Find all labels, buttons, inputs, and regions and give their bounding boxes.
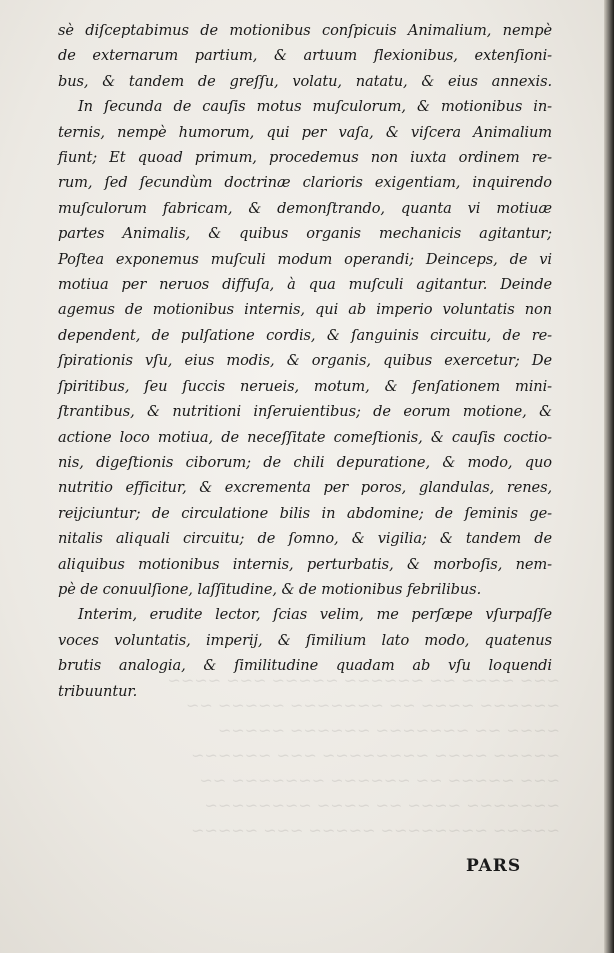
text-line: ſtrantibus, & nutritioni inſeruientibus; de eorum motione, & bbox=[58, 403, 552, 421]
text-line: motiua per neruos diffuſa, à qua muſculi agitantur. Deinde bbox=[58, 276, 552, 294]
text-line: voces voluntatis, imperij, & ſimilium lato modo, quatenus bbox=[58, 631, 552, 649]
text-line: sè diſceptabimus de motionibus conſpicuis Animalium, nempè bbox=[58, 22, 552, 39]
text-line: Poſtea exponemus muſculi modum operandi; Deinceps, de vi bbox=[58, 250, 552, 268]
text-line: dependent, de pulſatione cordis, & ſanguinis circuitu, de re- bbox=[58, 326, 552, 344]
text-line: pè de conuulſione, laſſitudine, & de motionibus febrilibus. bbox=[58, 580, 482, 598]
text-line: ſpiritibus, ſeu ſuccis nerueis, motum, & ſenſationem mini- bbox=[58, 377, 552, 395]
paragraph-start-line: Interim, erudite lector, ſcias velim, me perſæpe vſurpaſſe bbox=[78, 606, 552, 624]
page-edge-shadow bbox=[604, 0, 614, 953]
text-line: brutis analogia, & ſimilitudine quadam ab vſu loquendi bbox=[58, 657, 552, 675]
text-line: reijciuntur; de circulatione bilis in abdomine; de ſeminis ge- bbox=[58, 504, 552, 522]
text-line: muſculorum fabricam, & demonſtrando, quanta vi motiuæ bbox=[58, 199, 552, 217]
text-line: nitalis aliquali circuitu; de ſomno, & vigilia; & tandem de bbox=[58, 530, 552, 548]
text-line: actione loco motiua, de neceſſitate comeſtionis, & cauſis coctio- bbox=[58, 428, 552, 446]
paragraph-start-line: In ſecunda de cauſis motus muſculorum, & motionibus in- bbox=[78, 98, 552, 116]
text-line: aliquibus motionibus internis, perturbatis, & morboſis, nem- bbox=[58, 555, 552, 573]
text-line: de externarum partium, & artuum flexionibus, extenſioni- bbox=[58, 47, 552, 65]
text-line: ternis, nempè humorum, qui per vaſa, & viſcera Animalium bbox=[58, 123, 552, 141]
catchword: PARS bbox=[466, 856, 522, 876]
text-line: partes Animalis, & quibus organis mechanicis agitantur; bbox=[58, 225, 552, 243]
text-line: agemus de motionibus internis, qui ab imperio voluntatis non bbox=[58, 301, 552, 319]
text-line: rum, ſed ſecundùm doctrinæ clarioris exigentiam, inquirendo bbox=[58, 174, 552, 192]
text-line: fiunt; Et quoad primum, procedemus non iuxta ordinem re- bbox=[58, 149, 552, 167]
show-through-text: ~~~ ~~~~ ~~ ~~~~~~ ~~~~~ ~~~ ~~~~ ~~~~~~ ~~~~ ~~ ~~~~~~~ ~~~~~ ~~ ~~~~ ~~ ~~~~~~~ ~~~~~~ ~~~~~ ~~~~~ ~~~~ ~~~~~~~~ ~~~ ~~~~~~ ~~~ ~~~~~ ~~ ~~~~~~ ~~~~~~~ ~~ ~~~~~~~ ~~~~ ~~ ~~~~ ~~~~~~~~ ~~~~~ ~~~~~~~~ ~~~~~ ~~~ ~~~~~ bbox=[167, 671, 560, 840]
text-line: nis, digeſtionis ciborum; de chili depuratione, & modo, quo bbox=[58, 453, 552, 471]
text-line: nutritio efficitur, & excrementa per poros, glandulas, renes, bbox=[58, 479, 552, 497]
text-line: ſpirationis vſu, eius modis, & organis, quibus exercetur; De bbox=[58, 352, 552, 370]
text-line: bus, & tandem de greſſu, volatu, natatu, & eius annexis. bbox=[58, 72, 552, 90]
body-text bbox=[58, 18, 552, 704]
text-line: tribuuntur. bbox=[58, 682, 138, 700]
